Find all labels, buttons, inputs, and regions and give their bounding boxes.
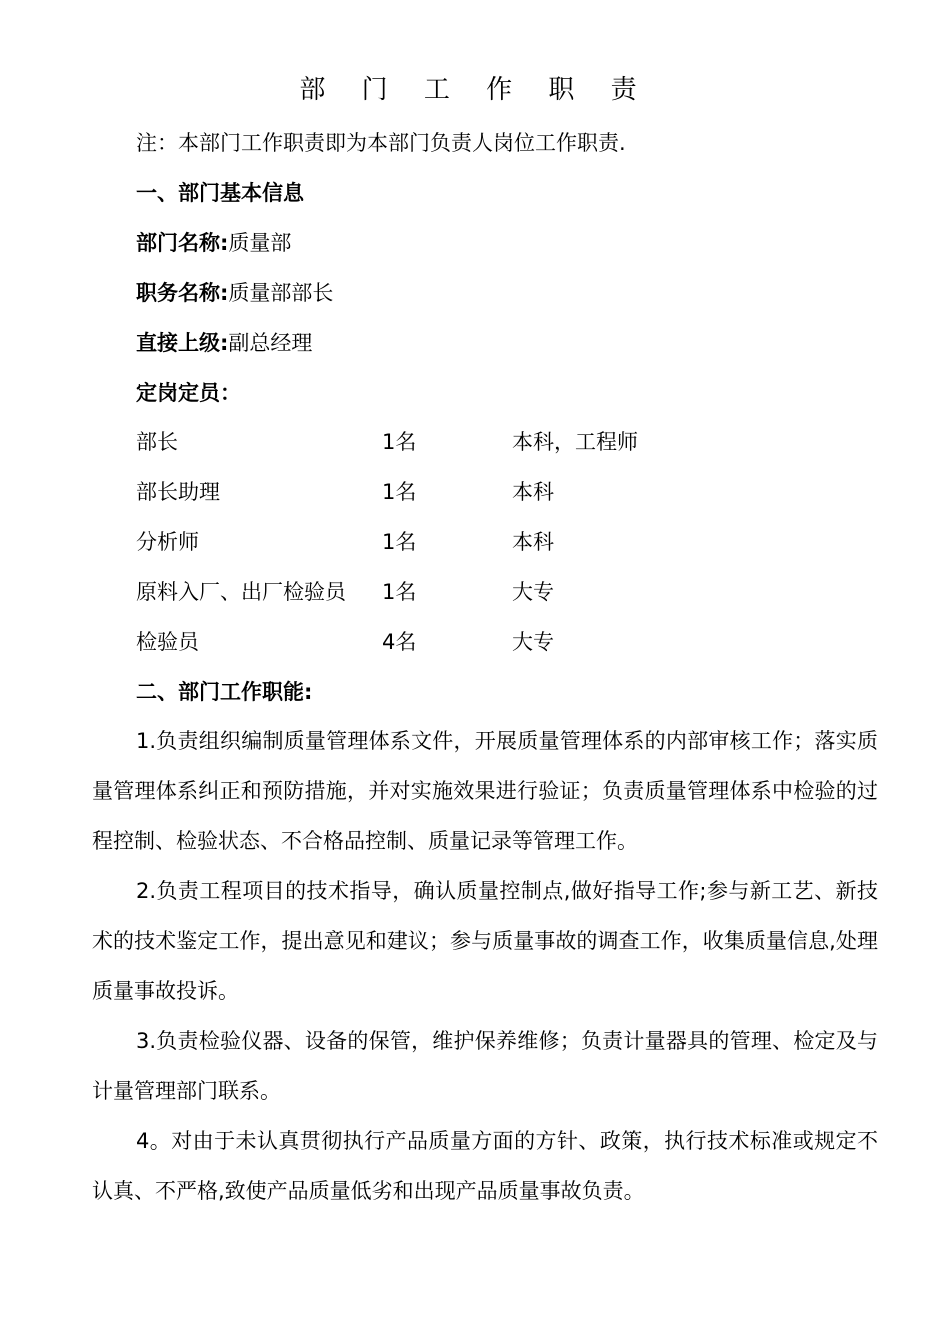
staff-role: 原料入厂、出厂检验员 (136, 580, 346, 604)
duty-paragraph-4: 4。对由于未认真贯彻执行产品质量方面的方针、政策，执行技术标准或规定不认真、不严格,致使产品质量低劣和出现产品质量事故负责。 (92, 1129, 878, 1203)
staff-requirement: 本科，工程师 (512, 430, 638, 454)
staff-requirement: 大专 (512, 580, 554, 604)
staff-count: 4名 (382, 630, 417, 654)
position-name-label: 职务名称: (136, 281, 229, 305)
dept-name-label: 部门名称: (136, 231, 229, 255)
duty-paragraph-3: 3.负责检验仪器、设备的保管，维护保养维修；负责计量器具的管理、检定及与计量管理部门联系。 (92, 1029, 878, 1103)
staff-count: 1名 (382, 480, 417, 504)
dept-name-line (136, 228, 291, 258)
staff-requirement: 本科 (512, 480, 554, 504)
staff-role: 部长助理 (136, 480, 220, 504)
staff-role: 分析师 (136, 530, 199, 554)
duty-paragraph-1: 1.负责组织编制质量管理体系文件，开展质量管理体系的内部审核工作；落实质量管理体系纠正和预防措施，并对实施效果进行验证；负责质量管理体系中检验的过程控制、检验状态、不合格品控制、质量记录等管理工作。 (92, 729, 878, 853)
page-title: 部 门 工 作 职 责 (299, 75, 651, 105)
staff-count: 1名 (382, 530, 417, 554)
duty-paragraph-2: 2.负责工程项目的技术指导，确认质量控制点,做好指导工作;参与新工艺、新技术的技术鉴定工作，提出意见和建议；参与质量事故的调查工作，收集质量信息,处理质量事故投诉。 (92, 879, 878, 1003)
section1-heading: 一、部门基本信息 (136, 181, 304, 205)
note-text: 注：本部门工作职责即为本部门负责人岗位工作职责. (136, 131, 626, 155)
staff-count: 1名 (382, 430, 417, 454)
dept-name-value: 质量部 (228, 231, 292, 255)
superior-label: 直接上级: (136, 331, 229, 355)
staff-requirement: 本科 (512, 530, 554, 554)
section2-heading: 二、部门工作职能: (136, 680, 313, 704)
staff-count: 1名 (382, 580, 417, 604)
superior-value: 副总经理 (228, 331, 313, 355)
staffing-label: 定岗定员： (136, 381, 241, 405)
staff-role: 检验员 (136, 630, 199, 654)
staff-role: 部长 (136, 430, 178, 454)
staff-requirement: 大专 (512, 630, 554, 654)
position-name-value: 质量部部长 (228, 281, 334, 305)
superior-line (136, 328, 312, 358)
position-name-line (136, 278, 333, 308)
